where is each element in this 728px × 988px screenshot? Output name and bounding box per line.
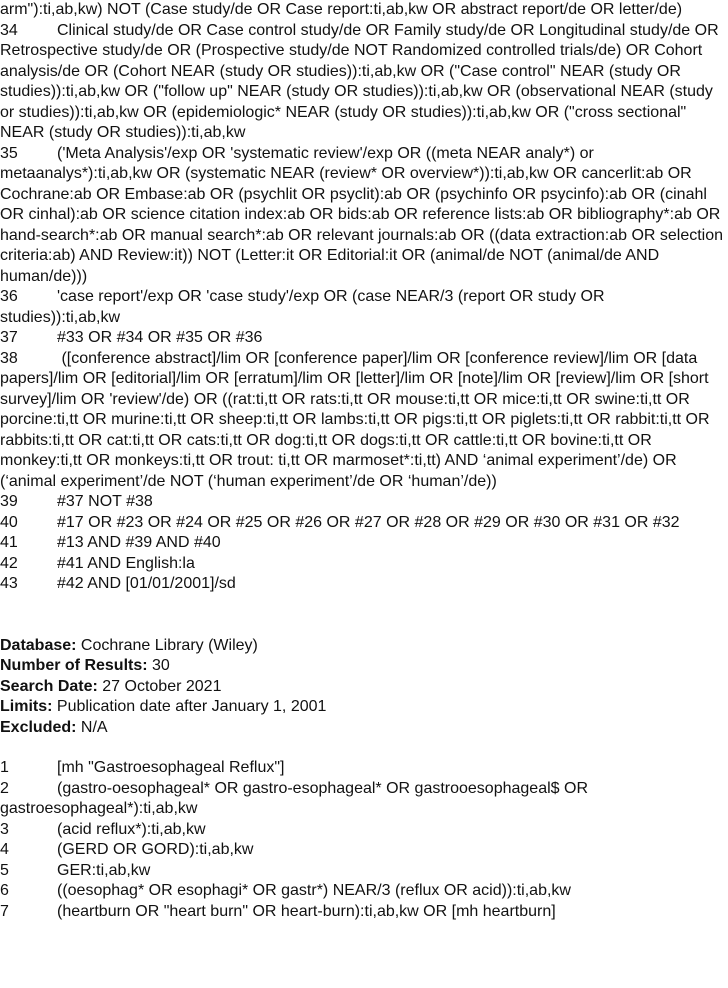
line-number: 37 (0, 329, 18, 346)
meta-label: Search Date: (0, 677, 98, 695)
line-number: 43 (0, 575, 18, 592)
line-number: 42 (0, 554, 18, 572)
query-text: ((oesophag* OR esophagi* OR gastr*) NEAR/3 (reflux OR acid)):ti,ab,kw (57, 882, 571, 899)
query-text: Clinical study/de OR Case control study/de OR Family study/de OR Longitudinal study/de OR Retrospective study/de OR (Prospective study/de NOT Randomized controlled trials/de) OR Cohort analysis/de OR (Cohort NEAR (study OR studies)):ti,ab,kw OR ("Case control" NEAR (study OR studies)):ti,ab,kw OR ("follow up" NEAR (study OR studies)):ti,ab,kw OR (observational NEAR (study or studies)):ti,ab,kw OR (epidemiologic* NEAR (study OR studies)):ti,ab,kw OR ("cross sectional" NEAR (study OR studies)):ti,ab,kw (0, 21, 719, 141)
query-text: GER:ti,ab,kw (57, 861, 151, 879)
meta-label: Number of Results: (0, 657, 148, 674)
line-number: 7 (0, 902, 9, 920)
search-line (0, 492, 728, 513)
query-text: arm"):ti,ab,kw) NOT (Case study/de OR Case report:ti,ab,kw OR abstract report/de OR letter/de) (0, 1, 683, 18)
meta-label: Excluded: (0, 718, 77, 736)
search-strategy-list-cochrane (0, 758, 728, 922)
search-line (0, 820, 728, 841)
meta-field (0, 718, 728, 739)
line-number: 3 (0, 820, 9, 838)
search-line (0, 287, 728, 328)
query-text: (acid reflux*):ti,ab,kw (57, 820, 206, 838)
search-line (0, 144, 728, 288)
search-line (0, 328, 728, 349)
line-number: 6 (0, 882, 9, 899)
query-text: #13 AND #39 AND #40 (57, 534, 221, 551)
query-text: #37 NOT #38 (57, 493, 153, 510)
line-number: 2 (0, 779, 9, 797)
line-number: 41 (0, 534, 18, 551)
line-number: 34 (0, 21, 18, 39)
search-line (0, 533, 728, 554)
search-line (0, 0, 728, 21)
search-line (0, 21, 728, 144)
query-text: #41 AND English:la (57, 554, 195, 572)
search-line (0, 554, 728, 575)
search-line (0, 513, 728, 534)
meta-value: Publication date after January 1, 2001 (52, 698, 327, 715)
query-text: (GERD OR GORD):ti,ab,kw (57, 841, 254, 858)
search-line (0, 758, 728, 779)
meta-value: 27 October 2021 (97, 677, 222, 695)
line-number: 5 (0, 861, 9, 879)
search-line (0, 881, 728, 902)
meta-value: Cochrane Library (Wiley) (76, 636, 258, 654)
query-text: #42 AND [01/01/2001]/sd (57, 575, 236, 592)
meta-field (0, 697, 728, 718)
line-number: 39 (0, 493, 18, 510)
meta-field (0, 636, 728, 657)
line-number: 4 (0, 841, 9, 858)
query-text: (heartburn OR "heart burn" OR heart-burn):ti,ab,kw OR [mh heartburn] (57, 902, 556, 920)
section-gap (0, 595, 728, 636)
meta-label: Limits: (0, 698, 53, 715)
query-text: (gastro-oesophageal* OR gastro-esophageal* OR gastrooesophageal$ OR gastroesophageal*):ti,ab,kw (0, 779, 588, 817)
search-line (0, 861, 728, 882)
meta-field (0, 656, 728, 677)
query-text: #33 OR #34 OR #35 OR #36 (57, 329, 263, 346)
line-number: 35 (0, 144, 18, 162)
line-number: 1 (0, 759, 9, 776)
query-text: 'case report'/exp OR 'case study'/exp OR (case NEAR/3 (report OR study OR studies)):ti,ab,kw (0, 288, 605, 326)
meta-value: N/A (76, 718, 108, 736)
meta-field (0, 677, 728, 698)
search-metadata (0, 636, 728, 739)
search-line (0, 349, 728, 493)
query-text: #17 OR #23 OR #24 OR #25 OR #26 OR #27 OR #28 OR #29 OR #30 OR #31 OR #32 (57, 513, 680, 531)
line-number: 36 (0, 288, 18, 305)
meta-label: Database: (0, 636, 77, 654)
query-text: ([conference abstract]/lim OR [conference paper]/lim OR [conference review]/lim OR [data papers]/lim OR [editorial]/lim OR [erratum]/lim OR [letter]/lim OR [note]/lim OR [review]/lim OR [short survey]/lim OR 'review'/de) OR ((rat:ti,tt OR rats:ti,tt OR mouse:ti,tt OR mice:ti,tt OR swine:ti,tt OR porcine:ti,tt OR murine:ti,tt OR sheep:ti,tt OR lambs:ti,tt OR pigs:ti,tt OR piglets:ti,tt OR rabbit:ti,tt OR rabbits:ti,tt OR cat:ti,tt OR cats:ti,tt OR dog:ti,tt OR dogs:ti,tt OR cattle:ti,tt OR bovine:ti,tt OR monkey:ti,tt OR monkeys:ti,tt OR trout: ti,tt OR marmoset*:ti,tt) AND ‘animal experiment’/de) OR (‘animal experiment’/de NOT (‘human experiment’/de OR ‘human’/de)) (0, 349, 710, 490)
search-line (0, 779, 728, 820)
query-text: ('Meta Analysis'/exp OR 'systematic review'/exp OR ((meta NEAR analy*) or metaanalys*):ti,ab,kw OR (systematic NEAR (review* OR overview*)):ti,ab,kw OR cancerlit:ab OR Cochrane:ab OR Embase:ab OR (psychlit OR psyclit):ab OR (psychinfo OR psycinfo):ab OR (cinahl OR cinhal):ab OR science citation index:ab OR bids:ab OR reference lists:ab OR bibliography*:ab OR hand-search*:ab OR manual search*:ab OR relevant journals:ab OR ((data extraction:ab OR selection criteria:ab) AND Review:it)) NOT (Letter:it OR Editorial:it OR (animal/de NOT (animal/de AND human/de))) (0, 144, 724, 285)
search-line (0, 574, 728, 595)
section-gap (0, 738, 728, 758)
search-line (0, 840, 728, 861)
query-text: [mh "Gastroesophageal Reflux"] (57, 759, 285, 776)
line-number: 40 (0, 513, 18, 531)
search-line (0, 902, 728, 923)
line-number: 38 (0, 349, 18, 367)
meta-value: 30 (147, 657, 170, 674)
